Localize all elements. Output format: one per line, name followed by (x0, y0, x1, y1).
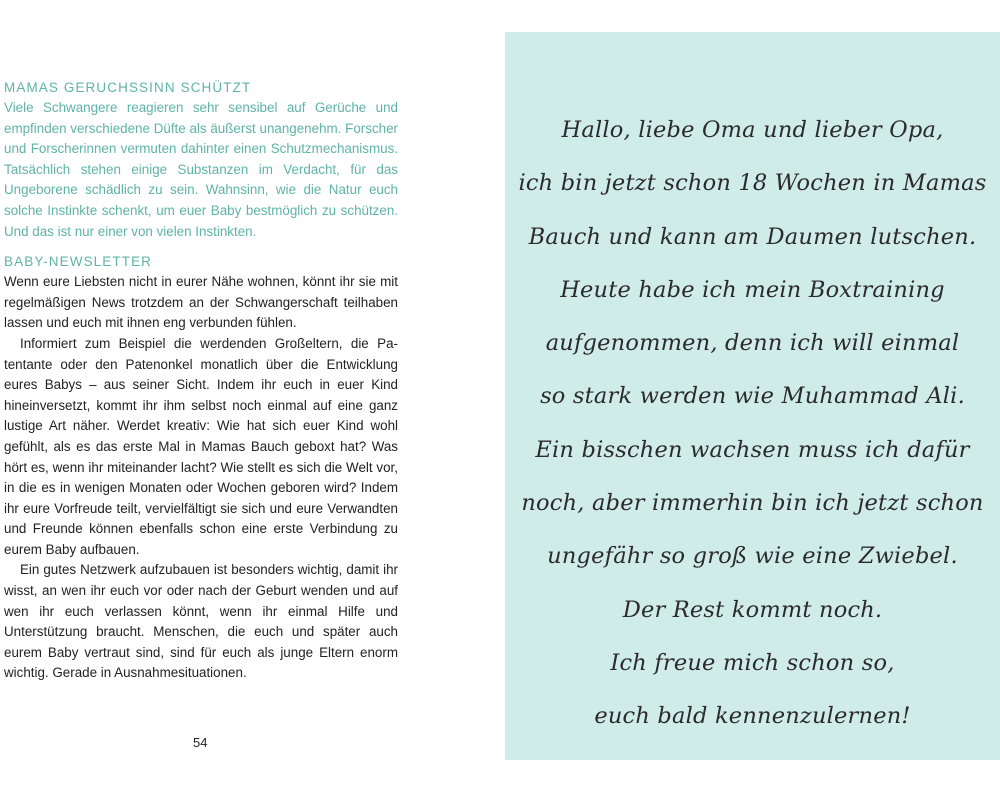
section-heading-baby-newsletter: BABY-NEWSLETTER (4, 254, 153, 270)
paragraph-1: Wenn eure Liebsten nicht in eurer Nähe wohnen, könnt ihr sie mit regelmäßigen News trotzdem an der Schwangerschaft teilhaben lassen und euch mit ihnen eng verbunden fühlen. (4, 274, 398, 331)
letter-line: Heute habe ich mein Boxtraining (560, 276, 945, 303)
letter-line: so stark werden wie Muhammad Ali. (540, 383, 965, 410)
section-text-mamas-geruchssinn: Viele Schwangere reagieren sehr sensibel auf Gerüche und empfinden verschiedene Düfte als äußerst unangenehm. Forscher und Forscherinnen vermuten dahinter einen Schutzmechanismus. Tatsächlich stehen einige Substanzen im Verdacht, für das Ungeborene schädlich zu sein. Wahnsinn, wie die Natur euch solche Instinkte schenkt, um euer Baby bestmöglich zu schützen. Und das ist nur einer von vielen Instinkten. (4, 100, 398, 239)
letter-line: Hallo, liebe Oma und lieber Opa, (561, 117, 944, 143)
section-heading-mamas-geruchssinn: MAMAS GERUCHSSINN SCHÜTZT (4, 80, 252, 95)
paragraph-3: Ein gutes Netzwerk aufzubauen ist besonders wichtig, damit ihr wisst, an wen ihr euch vor oder nach der Geburt wenden und auf wen ihr euch verlassen könnt, wenn ihr einmal Hilfe und Unterstützung braucht. Menschen, die euch und später auch eurem Baby vertraut sind, sind für euch als junge Eltern enorm wichtig. Gerade in Ausnahmesituationen. (4, 562, 398, 681)
paragraph-2: Informiert zum Beispiel die werdenden Großeltern, die Patentante oder den Patenonkel monatlich über die Entwicklung eures Babys – aus seiner Sicht. Indem ihr euch in euer Kind hineinversetzt, kommt ihr ihm selbst noch einmal auf eine ganz lustige Art näher. Werdet kreativ: Wie hat sich euer Kind wohl gefühlt, als es das erste Mal in Mamas Bauch geboxt hat? Was hört es, wenn ihr miteinander lacht? Wie stellt es sich die Welt vor, in die es in wenigen Monaten oder Wochen geboren wird? Indem ihr eure Vorfreude teilt, vervielfältigt sie sich und eure Verwandten und Freunde können ebenfalls schon eine erste Verbindung zu eurem Baby aufbauen. (4, 335, 398, 557)
handwritten-letter (505, 104, 1000, 744)
letter-line: ungefähr so groß wie eine Zwiebel. (547, 543, 958, 570)
page-number: 54 (193, 735, 208, 750)
letter-line: Bauch und kann am Daumen lutschen. (528, 223, 977, 250)
letter-line: Der Rest kommt noch. (622, 596, 883, 623)
letter-line: Ich freue mich schon so, (610, 649, 895, 676)
left-page (4, 78, 398, 684)
letter-line: aufgenommen, denn ich will einmal (545, 330, 960, 357)
letter-line: Ein bisschen wachsen muss ich dafür (535, 436, 970, 463)
letter-line: euch bald kennenzulernen! (594, 703, 911, 730)
letter-panel (505, 32, 1000, 760)
letter-line: ich bin jetzt schon 18 Wochen in Mamas (518, 170, 987, 197)
letter-line: noch, aber immerhin bin ich jetzt schon (521, 490, 984, 517)
